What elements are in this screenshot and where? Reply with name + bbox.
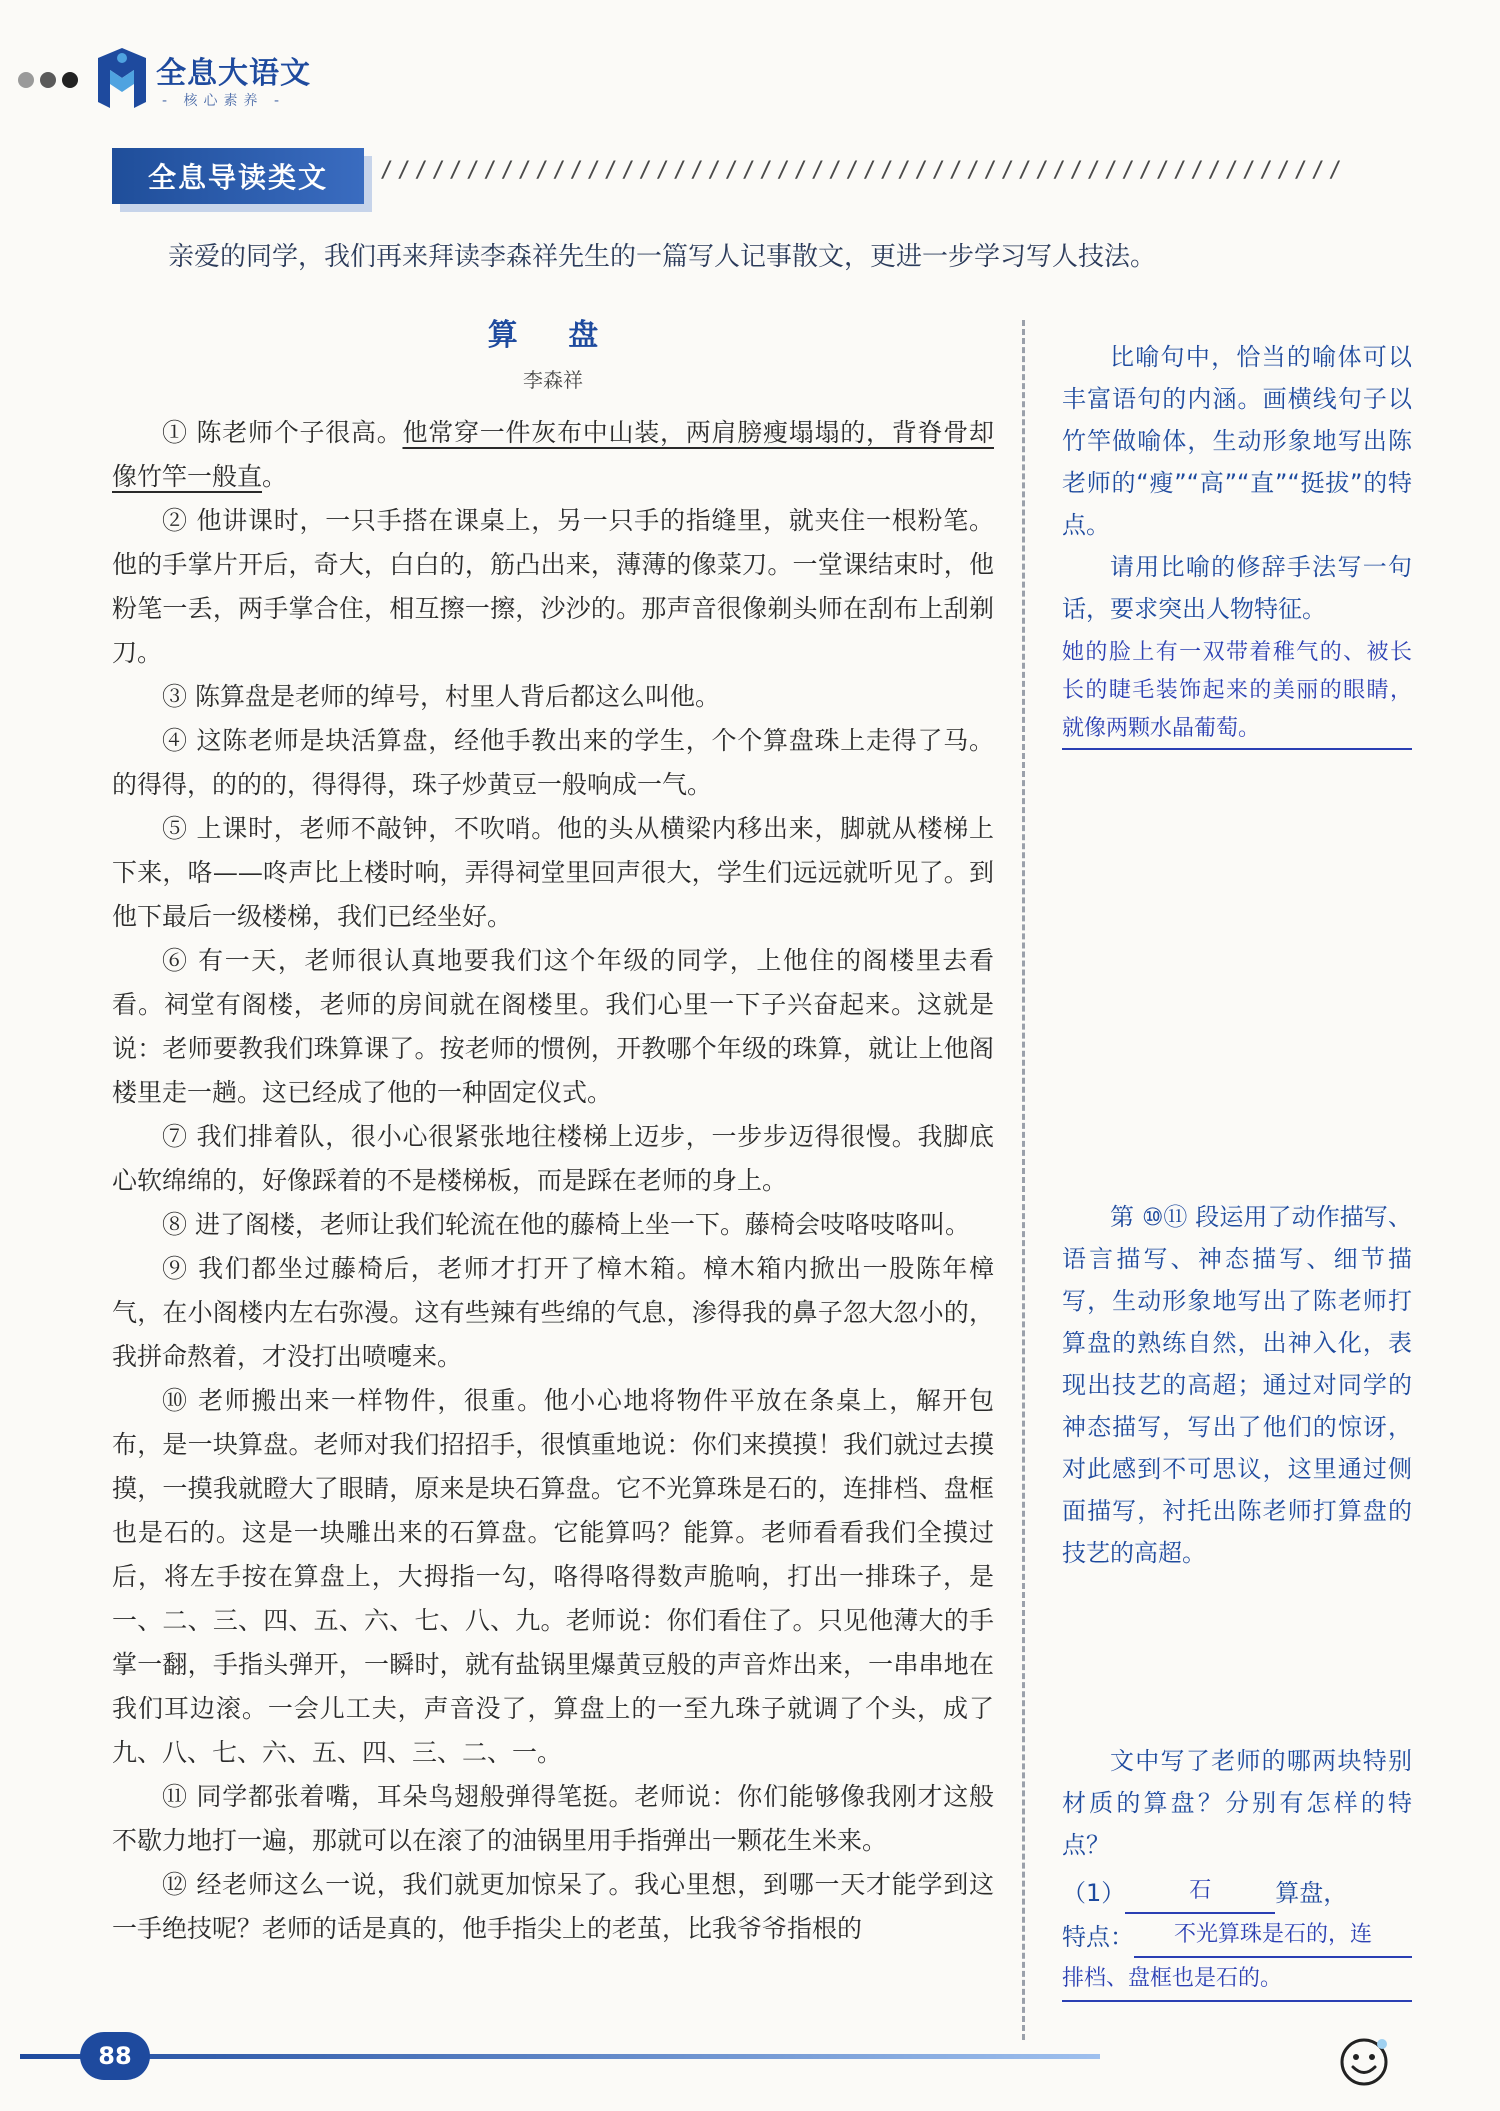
dot-icon xyxy=(40,72,56,88)
paragraph-11: ⑪ 同学都张着嘴，耳朵鸟翅般弹得笔挺。老师说：你们能够像我刚才这般不歇力地打一遍，那就可以在滚了的油锅里用手指弹出一颗花生米来。 xyxy=(112,1782,994,1855)
brand-title: 全息大语文 xyxy=(156,56,311,91)
paragraph-7: ⑦ 我们排着队，很小心很紧张地往楼梯上迈步，一步步迈得很慢。我脚底心软绵绵的，好像踩着的不是楼梯板，而是踩在老师的身上。 xyxy=(112,1122,994,1195)
underlined-simile: 他常穿一件灰布中山装，两肩膀瘦塌塌的，背脊骨却像竹竿一般直 xyxy=(112,418,994,491)
answer-2-feature: 不光算珠是石的，连 xyxy=(1134,1914,1412,1958)
article xyxy=(112,310,994,1951)
note-description xyxy=(1062,1196,1412,1574)
brand-subtitle: - 核心素养 - xyxy=(162,93,286,109)
page-number: 88 xyxy=(80,2032,150,2080)
answer-1-prefix: （1） xyxy=(1062,1879,1126,1907)
note-simile xyxy=(1062,336,1412,750)
answer-line-1 xyxy=(1062,1870,1412,1914)
article-author: 李森祥 xyxy=(523,368,583,392)
note-description-text: 第 ⑩⑪ 段运用了动作描写、语言描写、神态描写、细节描写，生动形象地写出了陈老师打算盘的熟练自然，出神入化，表现出技艺的高超；通过对同学的神态描写，写出了他们的惊讶，对此感到不可思议，这里通过侧面描写，衬托出陈老师打算盘的技艺的高超。 xyxy=(1062,1203,1412,1567)
paragraph-12: ⑫ 经老师这么一说，我们就更加惊呆了。我心里想，到哪一天才能学到这一手绝技呢？老师的话是真的，他手指尖上的老茧，比我爷爷指根的 xyxy=(112,1870,994,1943)
answer-1-material: 石 xyxy=(1125,1870,1275,1914)
answer-3-feature: 排档、盘框也是石的。 xyxy=(1062,1958,1412,2002)
p1-end: 。 xyxy=(262,462,288,491)
paragraph-4: ④ 这陈老师是块活算盘，经他手教出来的学生，个个算盘珠上走得了马。的得得，的的的，得得得，珠子炒黄豆一般响成一气。 xyxy=(112,726,994,799)
paragraph-6: ⑥ 有一天，老师很认真地要我们这个年级的同学，上他住的阁楼里去看看。祠堂有阁楼，老师的房间就在阁楼里。我们心里一下子兴奋起来。这就是说：老师要教我们珠算课了。按老师的惯例，开教哪个年级的珠算，就让上他阁楼里走一趟。这已经成了他的一种固定仪式。 xyxy=(112,946,994,1107)
article-title: 算 盘 xyxy=(487,318,619,353)
paragraph-3: ③ 陈算盘是老师的绰号，村里人背后都这么叫他。 xyxy=(162,682,720,711)
p1-text: ① 陈老师个子很高。 xyxy=(162,418,403,447)
smiley-icon xyxy=(1338,2036,1390,2088)
dot-icon xyxy=(18,72,34,88)
brand-logo-icon xyxy=(92,44,152,112)
header-dots xyxy=(18,72,78,88)
paragraph-2: ② 他讲课时，一只手搭在课桌上，另一只手的指缝里，就夹住一根粉笔。他的手掌片开后，奇大，白白的，筋凸出来，薄薄的像菜刀。一堂课结束时，他粉笔一丢，两手掌合住，相互擦一擦，沙沙的。那声音很像剃头师在刮布上刮剃刀。 xyxy=(112,506,994,667)
paragraph-10: ⑩ 老师搬出来一样物件，很重。他小心地将物件平放在条桌上，解开包布，是一块算盘。老师对我们招招手，很慎重地说：你们来摸摸！我们就过去摸摸，一摸我就瞪大了眼睛，原来是块石算盘。它不光算珠是石的，连排档、盘框也是石的。这是一块雕出来的石算盘。它能算吗？能算。老师看看我们全摸过后，将左手按在算盘上，大拇指一勾，咯得咯得数声脆响，打出一排珠子，是一、二、三、四、五、六、七、八、九。老师说：你们看住了。只见他薄大的手掌一翻，手指头弹开，一瞬时，就有盐锅里爆黄豆般的声音炸出来，一串串地在我们耳边滚。一会儿工夫，声音没了，算盘上的一至九珠子就调了个头，成了九、八、七、六、五、四、三、二、一。 xyxy=(112,1386,994,1767)
paragraph-1 xyxy=(112,411,994,499)
note-simile-answer: 她的脸上有一双带着稚气的、被长长的睫毛装饰起来的美丽的眼睛，就像两颗水晶葡萄。 xyxy=(1062,634,1412,750)
column-divider xyxy=(1022,320,1025,2040)
decorative-slashes: //////////////////////////////////////////////////////// xyxy=(380,158,1346,183)
intro-text: 亲爱的同学，我们再来拜读李森祥先生的一篇写人记事散文，更进一步学习写人技法。 xyxy=(168,242,1157,272)
answer-2-prefix: 特点： xyxy=(1062,1923,1134,1951)
paragraph-9: ⑨ 我们都坐过藤椅后，老师才打开了樟木箱。樟木箱内掀出一股陈年樟气，在小阁楼内左右弥漫。这有些辣有些绵的气息，渗得我的鼻子忽大忽小的，我拼命熬着，才没打出喷嚏来。 xyxy=(112,1254,994,1371)
section-tag: 全息导读类文 xyxy=(112,148,364,204)
note-question-text: 文中写了老师的哪两块特别材质的算盘？分别有怎样的特点？ xyxy=(1062,1747,1412,1859)
paragraph-8: ⑧ 进了阁楼，老师让我们轮流在他的藤椅上坐一下。藤椅会吱咯吱咯叫。 xyxy=(162,1210,970,1239)
note-simile-task: 请用比喻的修辞手法写一句话，要求突出人物特征。 xyxy=(1062,553,1412,623)
dot-icon xyxy=(62,72,78,88)
note-simile-text: 比喻句中，恰当的喻体可以丰富语句的内涵。画横线句子以竹竿做喻体，生动形象地写出陈老师的“瘦”“高”“直”“挺拔”的特点。 xyxy=(1062,343,1412,539)
note-abacus-question xyxy=(1062,1740,1412,2002)
footer-bar xyxy=(20,2054,1100,2059)
answer-line-2 xyxy=(1062,1914,1412,1958)
answer-1-suffix: 算盘， xyxy=(1275,1879,1348,1907)
paragraph-5: ⑤ 上课时，老师不敲钟，不吹哨。他的头从横梁内移出来，脚就从楼梯上下来，咯——咚声比上楼时响，弄得祠堂里回声很大，学生们远远就听见了。到他下最后一级楼梯，我们已经坐好。 xyxy=(112,814,994,931)
